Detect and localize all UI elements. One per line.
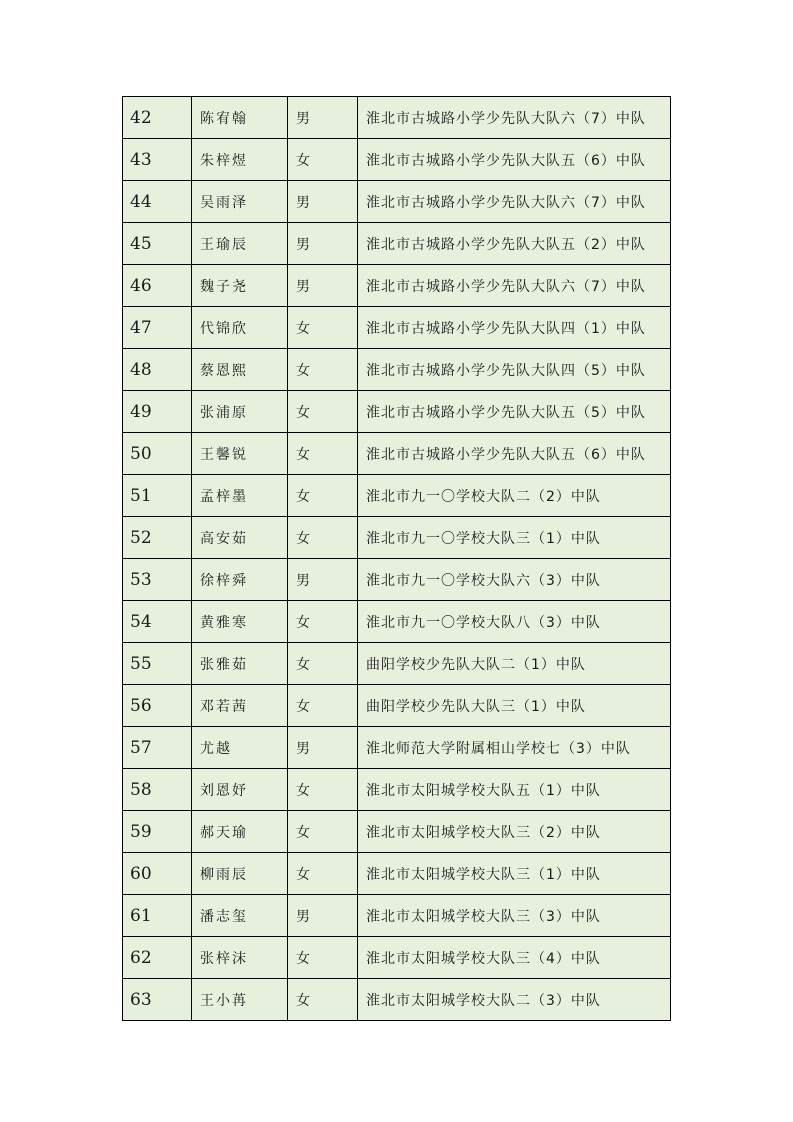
student-name: 张梓沫 [192,937,288,979]
student-gender: 女 [288,139,358,181]
squad-unit: 淮北市太阳城学校大队三（3）中队 [358,895,671,937]
student-name: 张雅茹 [192,643,288,685]
table-row [123,937,671,979]
table-row [123,139,671,181]
table-row [123,979,671,1021]
student-name: 高安茹 [192,517,288,559]
student-gender: 男 [288,895,358,937]
squad-unit: 淮北市古城路小学少先队大队四（1）中队 [358,307,671,349]
squad-unit: 淮北市古城路小学少先队大队四（5）中队 [358,349,671,391]
row-number: 56 [123,685,192,727]
table-row [123,853,671,895]
table-row [123,223,671,265]
table-row [123,433,671,475]
student-gender: 男 [288,727,358,769]
squad-unit: 淮北市古城路小学少先队大队五（6）中队 [358,139,671,181]
table-row [123,559,671,601]
student-name: 尤越 [192,727,288,769]
squad-unit: 淮北市九一〇学校大队六（3）中队 [358,559,671,601]
student-gender: 男 [288,97,358,139]
student-gender: 女 [288,937,358,979]
row-number: 61 [123,895,192,937]
table-row [123,811,671,853]
student-name: 柳雨辰 [192,853,288,895]
student-name: 吴雨泽 [192,181,288,223]
student-name: 魏子尧 [192,265,288,307]
row-number: 58 [123,769,192,811]
row-number: 52 [123,517,192,559]
student-gender: 女 [288,769,358,811]
student-gender: 女 [288,685,358,727]
student-gender: 女 [288,643,358,685]
row-number: 54 [123,601,192,643]
table-row [123,517,671,559]
table-row [123,265,671,307]
squad-unit: 淮北市九一〇学校大队二（2）中队 [358,475,671,517]
table-row [123,643,671,685]
table-row [123,307,671,349]
student-gender: 女 [288,307,358,349]
student-gender: 女 [288,517,358,559]
table-row [123,601,671,643]
squad-unit: 淮北市太阳城学校大队三（2）中队 [358,811,671,853]
table-row [123,727,671,769]
squad-unit: 淮北市古城路小学少先队大队五（6）中队 [358,433,671,475]
row-number: 62 [123,937,192,979]
row-number: 55 [123,643,192,685]
squad-unit: 淮北市太阳城学校大队五（1）中队 [358,769,671,811]
student-name: 陈宥翰 [192,97,288,139]
student-gender: 女 [288,811,358,853]
row-number: 60 [123,853,192,895]
student-name: 王馨锐 [192,433,288,475]
squad-unit: 淮北市太阳城学校大队三（4）中队 [358,937,671,979]
row-number: 46 [123,265,192,307]
row-number: 51 [123,475,192,517]
table-row [123,685,671,727]
student-name: 邓若茜 [192,685,288,727]
row-number: 49 [123,391,192,433]
roster-table-body [123,97,671,1021]
squad-unit: 淮北市太阳城学校大队二（3）中队 [358,979,671,1021]
squad-unit: 淮北市九一〇学校大队八（3）中队 [358,601,671,643]
student-name: 潘志玺 [192,895,288,937]
student-name: 代锦欣 [192,307,288,349]
table-row [123,349,671,391]
row-number: 48 [123,349,192,391]
student-gender: 女 [288,433,358,475]
squad-unit: 淮北师范大学附属相山学校七（3）中队 [358,727,671,769]
squad-unit: 淮北市古城路小学少先队大队六（7）中队 [358,181,671,223]
squad-unit: 淮北市太阳城学校大队三（1）中队 [358,853,671,895]
student-gender: 女 [288,475,358,517]
student-name: 黄雅寒 [192,601,288,643]
student-name: 郝天瑜 [192,811,288,853]
table-row [123,475,671,517]
student-gender: 男 [288,223,358,265]
table-row [123,895,671,937]
student-name: 朱梓煜 [192,139,288,181]
table-row [123,97,671,139]
squad-unit: 淮北市古城路小学少先队大队五（5）中队 [358,391,671,433]
squad-unit: 淮北市古城路小学少先队大队六（7）中队 [358,97,671,139]
student-name: 王小苒 [192,979,288,1021]
row-number: 50 [123,433,192,475]
squad-unit: 淮北市古城路小学少先队大队六（7）中队 [358,265,671,307]
student-gender: 女 [288,391,358,433]
row-number: 47 [123,307,192,349]
table-row [123,181,671,223]
student-gender: 女 [288,979,358,1021]
student-gender: 男 [288,181,358,223]
student-gender: 男 [288,265,358,307]
row-number: 44 [123,181,192,223]
row-number: 63 [123,979,192,1021]
student-name: 孟梓墨 [192,475,288,517]
student-name: 蔡恩熙 [192,349,288,391]
student-gender: 女 [288,349,358,391]
student-name: 徐梓舜 [192,559,288,601]
student-name: 张浦原 [192,391,288,433]
row-number: 45 [123,223,192,265]
row-number: 42 [123,97,192,139]
table-row [123,769,671,811]
student-gender: 女 [288,601,358,643]
student-gender: 男 [288,559,358,601]
squad-unit: 淮北市古城路小学少先队大队五（2）中队 [358,223,671,265]
row-number: 43 [123,139,192,181]
student-name: 王瑜辰 [192,223,288,265]
squad-unit: 淮北市九一〇学校大队三（1）中队 [358,517,671,559]
squad-unit: 曲阳学校少先队大队三（1）中队 [358,685,671,727]
row-number: 59 [123,811,192,853]
row-number: 53 [123,559,192,601]
row-number: 57 [123,727,192,769]
roster-table [122,96,671,1021]
student-name: 刘恩妤 [192,769,288,811]
squad-unit: 曲阳学校少先队大队二（1）中队 [358,643,671,685]
student-gender: 女 [288,853,358,895]
table-row [123,391,671,433]
